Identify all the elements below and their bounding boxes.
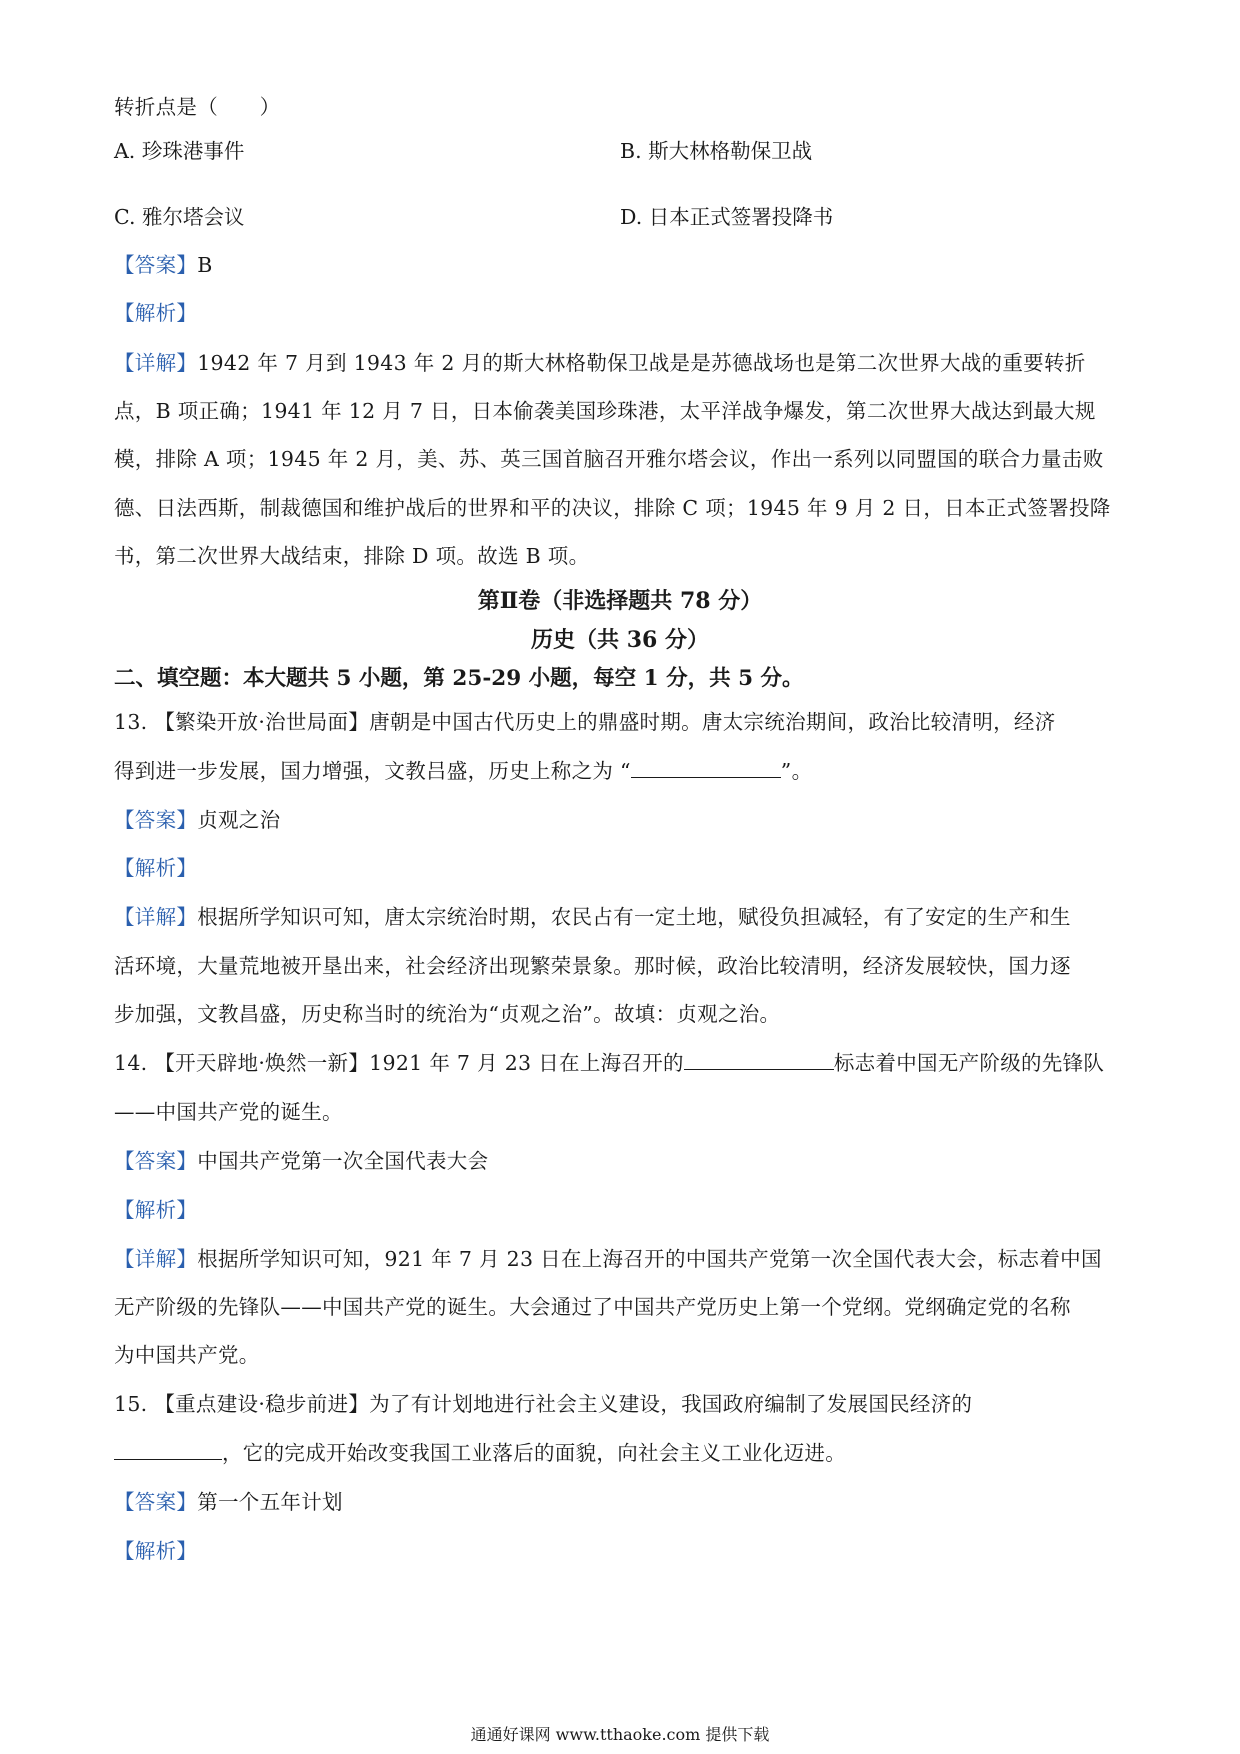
question-14-analysis-heading [114,1195,1134,1225]
analysis-tag: 【解析】 [114,856,198,880]
analysis-tag: 【解析】 [114,301,198,325]
fill-blank [114,1439,222,1460]
question-13-stem: 13. 【繁染开放·治世局面】唐朝是中国古代历史上的鼎盛时期。唐太宗统治期间，政治比较清明，经济 [114,710,1056,734]
answer-text: 贞观之治 [197,808,281,832]
analysis-tag: 【解析】 [114,1198,198,1222]
question-13-detail-line [114,902,1134,932]
question-15-stem: 15. 【重点建设·稳步前进】为了有计划地进行社会主义建设，我国政府编制了发展国民经济的 [114,1392,973,1416]
question-13-stem-line2 [114,756,1134,786]
detail-text: 1942 年 7 月到 1943 年 2 月的斯大林格勒保卫战是是苏德战场也是第二次世界大战的重要转折 [197,351,1086,375]
question-14-detail-line: 为中国共产党。 [114,1343,260,1367]
detail-tag: 【详解】 [114,1247,198,1271]
question-13-answer [114,805,1134,835]
option-b: B. 斯大林格勒保卫战 [620,139,813,163]
question-14-stem [114,1048,1134,1078]
answer-tag: 【答案】 [114,1490,198,1514]
question-13-detail-line: 活环境，大量荒地被开垦出来，社会经济出现繁荣景象。那时候，政治比较清明，经济发展较快，国力逐 [114,954,1071,978]
stem-text: ，它的完成开始改变我国工业落后的面貌，向社会主义工业化迈进。 [222,1441,846,1465]
question-12-detail-line: 书，第二次世界大战结束，排除 D 项。故选 B 项。 [114,544,590,568]
stem-text: 得到进一步发展，国力增强，文教吕盛，历史上称之为 “ [114,759,631,783]
detail-text: 根据所学知识可知，唐太宗统治时期，农民占有一定土地，赋役负担减轻，有了安定的生产和生 [197,905,1071,929]
question-12-detail-line: 德、日法西斯，制裁德国和维护战后的世界和平的决议，排除 C 项；1945 年 9 月 2 日，日本正式签署投降 [114,496,1111,520]
answer-tag: 【答案】 [114,808,198,832]
question-13-analysis-heading [114,853,1134,883]
analysis-tag: 【解析】 [114,1539,198,1563]
option-d: D. 日本正式签署投降书 [620,205,834,229]
question-12-answer [114,250,1134,280]
answer-text: 第一个五年计划 [197,1490,343,1514]
question-15-analysis-heading [114,1536,1134,1566]
answer-text: B [197,253,213,277]
stem-text: 标志着中国无产阶级的先锋队 [833,1051,1105,1075]
stem-text: ”。 [780,759,813,783]
answer-tag: 【答案】 [114,1149,198,1173]
question-15-stem-line2 [114,1438,1134,1468]
stem-text: 14. 【开天辟地·焕然一新】1921 年 7 月 23 日在上海召开的 [114,1051,684,1075]
question-12-detail-line [114,348,1134,378]
question-12-stem-tail: 转折点是（ ） [114,95,281,119]
answer-tag: 【答案】 [114,253,198,277]
detail-text: 根据所学知识可知，921 年 7 月 23 日在上海召开的中国共产党第一次全国代表大会，标志着中国 [197,1247,1102,1271]
question-15-answer [114,1487,1134,1517]
question-12-detail-line: 模，排除 A 项；1945 年 2 月，美、苏、英三国首脑召开雅尔塔会议，作出一系列以同盟国的联合力量击败 [114,447,1104,471]
part-subtitle: 历史（共 36 分） [531,627,709,653]
option-c: C. 雅尔塔会议 [114,205,245,229]
detail-tag: 【详解】 [114,351,198,375]
fill-blank [684,1049,834,1070]
section-heading: 二、填空题：本大题共 5 小题，第 25-29 小题，每空 1 分，共 5 分。 [114,666,804,691]
question-13-detail-line: 步加强，文教昌盛，历史称当时的统治为“贞观之治”。故填：贞观之治。 [114,1002,781,1026]
answer-text: 中国共产党第一次全国代表大会 [197,1149,489,1173]
question-14-stem-line2: ——中国共产党的诞生。 [114,1100,343,1124]
question-12-analysis-heading [114,298,1134,328]
question-14-detail-line: 无产阶级的先锋队——中国共产党的诞生。大会通过了中国共产党历史上第一个党纲。党纲确定党的名称 [114,1295,1071,1319]
detail-tag: 【详解】 [114,905,198,929]
option-a: A. 珍珠港事件 [114,139,245,163]
part-title: 第Ⅱ卷（非选择题共 78 分） [477,588,763,614]
question-14-answer [114,1146,1134,1176]
fill-blank [631,757,781,778]
question-12-detail-line: 点，B 项正确；1941 年 12 月 7 日，日本偷袭美国珍珠港，太平洋战争爆发，第二次世界大战达到最大规 [114,399,1096,423]
question-14-detail-line [114,1244,1134,1274]
page-footer: 通通好课网 www.tthaoke.com 提供下载 [470,1725,770,1744]
